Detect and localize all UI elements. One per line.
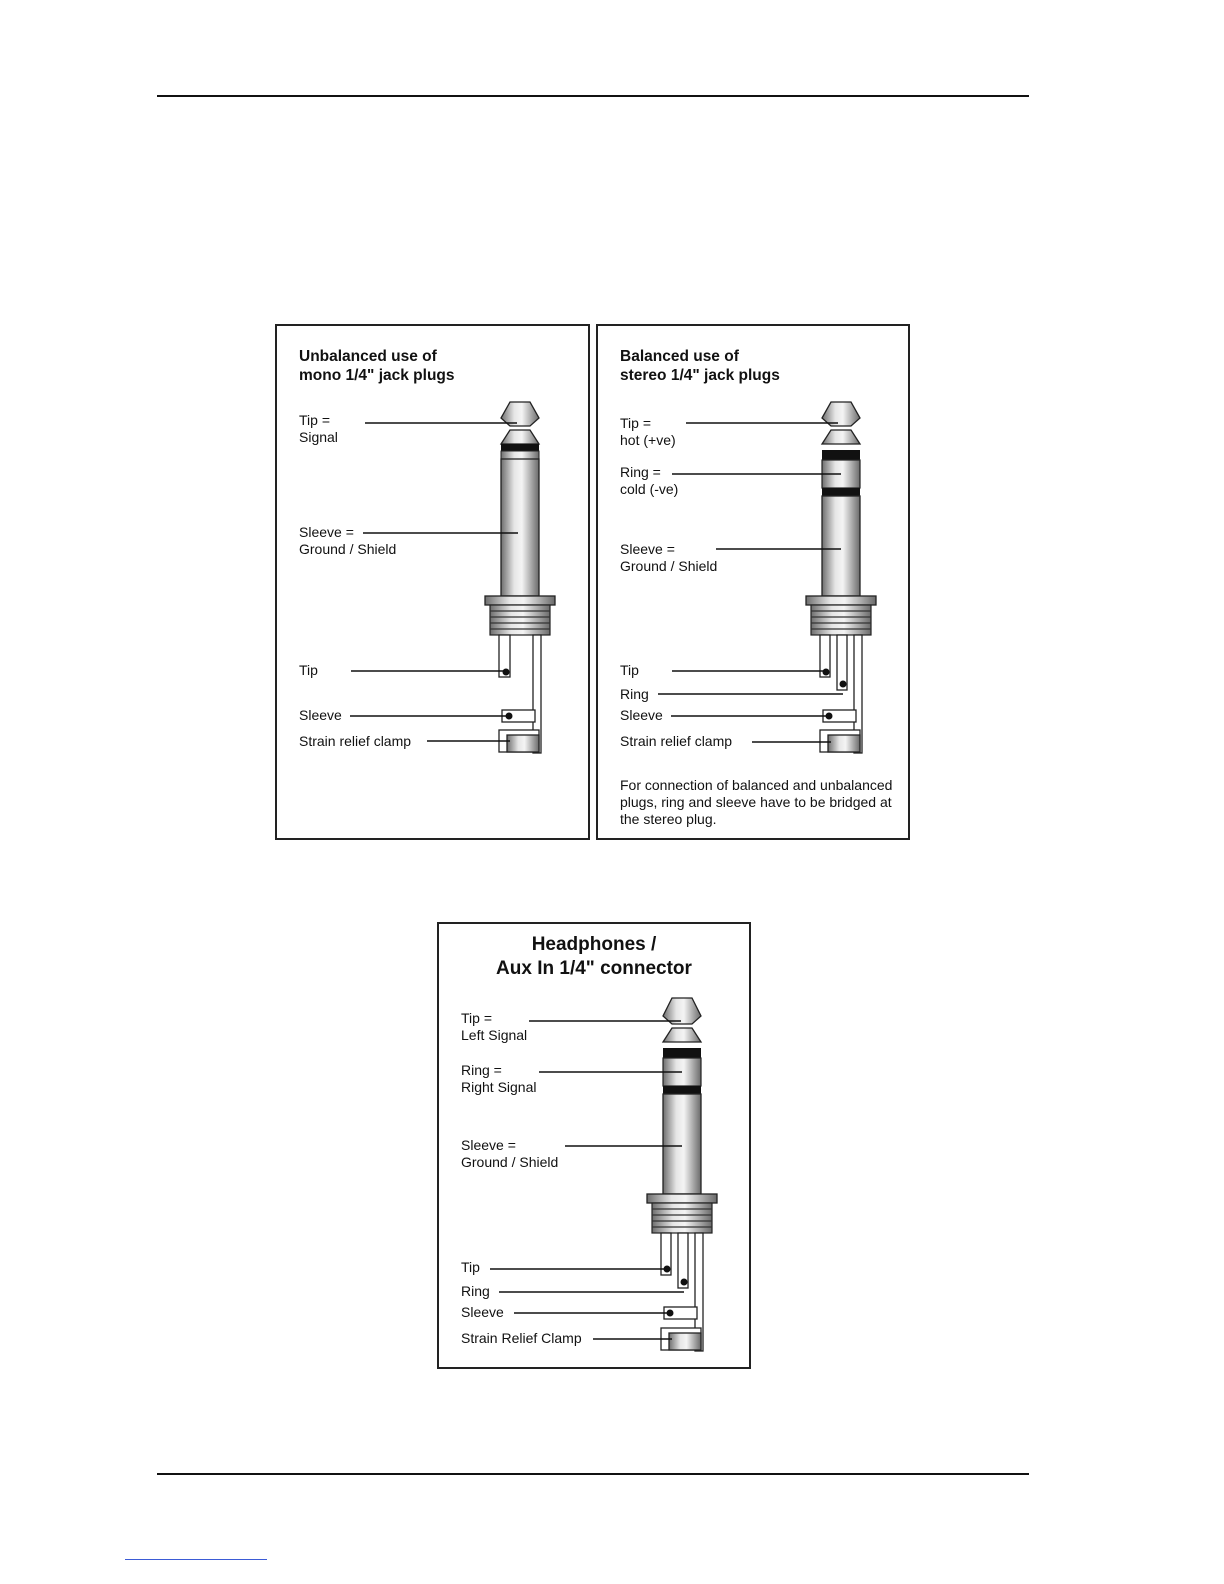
plug-sleeve xyxy=(822,496,860,596)
plug-collar xyxy=(485,596,555,605)
insulator-ring xyxy=(663,1048,701,1058)
plug-collar xyxy=(647,1194,717,1203)
tip-wire-label: Tip xyxy=(620,662,639,678)
clamp-wire-label: Strain relief clamp xyxy=(299,733,412,749)
ring-label: Ring = Right Signal xyxy=(461,1062,537,1095)
sleeve-label: Sleeve = Ground / Shield xyxy=(461,1137,559,1170)
sleeve-wire-label: Sleeve xyxy=(299,707,342,723)
clamp-wire-label: Strain Relief Clamp xyxy=(461,1330,582,1346)
clamp-wire-label: Strain relief clamp xyxy=(620,733,733,749)
plug-thread xyxy=(652,1203,712,1233)
plug-tip xyxy=(663,998,701,1024)
ring-wire-label: Ring xyxy=(461,1283,490,1299)
panel-title: Balanced use of stereo 1/4" jack plugs xyxy=(620,348,780,384)
sleeve-wire-label: Sleeve xyxy=(620,707,663,723)
bridging-note: For connection of balanced and unbalanced plugs, ring and sleeve have to be bridged at the stereo plug. xyxy=(620,777,893,827)
tip-label: Tip = hot (+ve) xyxy=(620,415,676,448)
plug-sleeve xyxy=(663,1094,701,1194)
headphones-jack-panel xyxy=(437,922,751,1369)
panel-title: Unbalanced use of mono 1/4" jack plugs xyxy=(299,348,455,384)
plug-collar xyxy=(806,596,876,605)
ring-wire-label: Ring xyxy=(620,686,649,702)
sleeve-wire-label: Sleeve xyxy=(461,1304,504,1320)
header-rule xyxy=(157,95,1029,97)
sleeve-label: Sleeve = Ground / Shield xyxy=(299,524,397,557)
ring-label: Ring = cold (-ve) xyxy=(620,464,679,497)
insulator-ring xyxy=(501,444,539,451)
plug-thread xyxy=(490,605,550,635)
footer-link-underline[interactable] xyxy=(125,1559,267,1560)
plug-thread xyxy=(811,605,871,635)
stereo-jack-panel xyxy=(596,324,910,840)
insulator-ring xyxy=(663,1086,701,1094)
footer-rule xyxy=(157,1473,1029,1475)
plug-sleeve xyxy=(501,459,539,596)
insulator-ring xyxy=(822,450,860,460)
tip-wire-label: Tip xyxy=(299,662,318,678)
insulator-ring xyxy=(822,488,860,496)
panel-title: Headphones / Aux In 1/4" connector xyxy=(496,934,692,979)
sleeve-label: Sleeve = Ground / Shield xyxy=(620,541,718,574)
stereo-plug-diagram xyxy=(598,326,912,842)
tip-label: Tip = Signal xyxy=(299,412,338,445)
tip-wire-label: Tip xyxy=(461,1259,480,1275)
mono-jack-panel xyxy=(275,324,590,840)
tip-label: Tip = Left Signal xyxy=(461,1010,528,1043)
mono-plug-diagram xyxy=(277,326,592,842)
